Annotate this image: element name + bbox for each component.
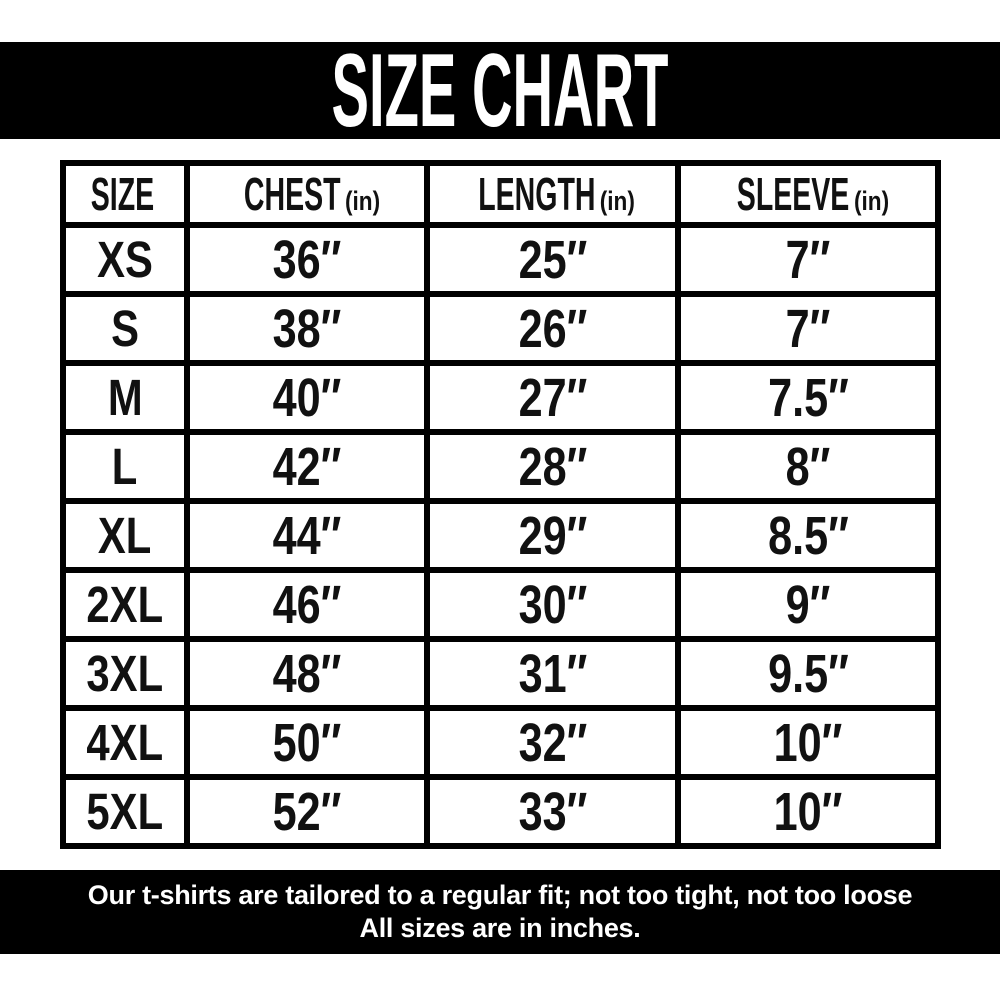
length-cell: 26″: [430, 297, 675, 360]
header-cell-chest: [190, 166, 424, 222]
length-cell: 27″: [430, 366, 675, 429]
size-cell: 2XL: [66, 573, 184, 636]
header-cell-length: [430, 166, 675, 222]
length-cell: 30″: [430, 573, 675, 636]
chest-cell: 38″: [190, 297, 424, 360]
length-cell: 33″: [430, 780, 675, 843]
chest-cell: 42″: [190, 435, 424, 498]
sleeve-cell: 8.5″: [681, 504, 935, 567]
size-cell: S: [66, 297, 184, 360]
size-table: [60, 160, 941, 849]
sleeve-cell: 7″: [681, 297, 935, 360]
size-cell: 5XL: [66, 780, 184, 843]
column-header-chest: CHEST: [243, 168, 341, 220]
chest-cell: 48″: [190, 642, 424, 705]
column-unit-chest: (in): [344, 186, 380, 216]
sleeve-cell: 9.5″: [681, 642, 935, 705]
chest-cell: 46″: [190, 573, 424, 636]
length-cell: 32″: [430, 711, 675, 774]
sleeve-cell: 10″: [681, 711, 935, 774]
size-cell: 3XL: [66, 642, 184, 705]
footer-line-units: All sizes are in inches.: [359, 913, 641, 943]
column-unit-sleeve: (in): [853, 186, 889, 216]
size-cell: XL: [66, 504, 184, 567]
length-cell: 25″: [430, 228, 675, 291]
size-cell: XS: [66, 228, 184, 291]
length-cell: 28″: [430, 435, 675, 498]
footer-note-bar: [0, 870, 1000, 954]
header-cell-size: [66, 166, 184, 222]
sleeve-cell: 7″: [681, 228, 935, 291]
length-cell: 29″: [430, 504, 675, 567]
column-unit-length: (in): [600, 186, 636, 216]
chest-cell: 50″: [190, 711, 424, 774]
size-cell: L: [66, 435, 184, 498]
column-header-size: SIZE: [91, 168, 155, 220]
sleeve-cell: 8″: [681, 435, 935, 498]
sleeve-cell: 10″: [681, 780, 935, 843]
chest-cell: 44″: [190, 504, 424, 567]
sleeve-cell: 7.5″: [681, 366, 935, 429]
column-header-length: LENGTH: [478, 168, 596, 220]
page-title: SIZE CHART: [331, 32, 669, 149]
column-header-sleeve: SLEEVE: [736, 168, 850, 220]
sleeve-cell: 9″: [681, 573, 935, 636]
chest-cell: 36″: [190, 228, 424, 291]
header-cell-sleeve: [681, 166, 935, 222]
length-cell: 31″: [430, 642, 675, 705]
footer-line-fit: Our t-shirts are tailored to a regular fit; not too tight, not too loose: [87, 880, 913, 910]
size-cell: M: [66, 366, 184, 429]
chest-cell: 52″: [190, 780, 424, 843]
size-cell: 4XL: [66, 711, 184, 774]
title-bar: [0, 32, 1000, 149]
chest-cell: 40″: [190, 366, 424, 429]
